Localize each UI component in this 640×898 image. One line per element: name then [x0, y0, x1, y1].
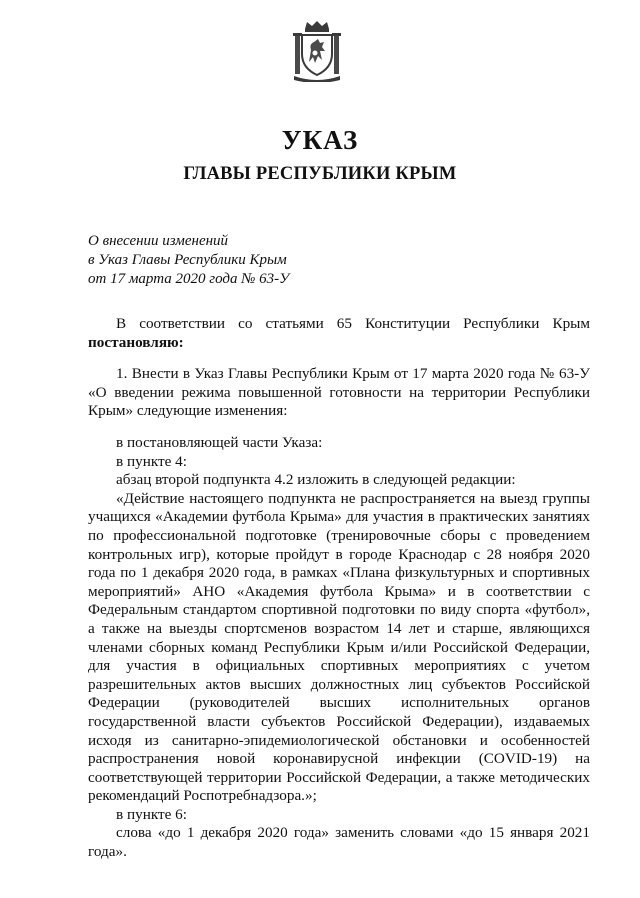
clause-4-instruction: абзац второй подпункта 4.2 изложить в следующей редакции: — [116, 471, 516, 489]
subject-line: О внесении изменений — [88, 233, 229, 249]
preamble — [88, 315, 590, 352]
clause-6-heading: в пункте 6: — [116, 805, 187, 823]
new-wording-quote: «Действие настоящего подпункта не распространяется на выезд группы учащихся «Академии футбола Крыма» для участия в практических занятиях по профессиональной подготовке (тренировочные сборы с проведением контрольных игр), которые пройдут в городе Краснодар с 28 ноября 2020 года по 1 декабря 2020 года, в рамках «Плана физкультурных и спортивных мероприятий» АНО «Академия футбола Крыма» и в соответствии с Федеральным стандартом спортивной подготовки по виду спорта «футбол», а также на выезды спортсменов возрастом 14 лет и старше, являющихся членами сборных команд Республики Крым и/или Российской Федерации, для участия в официальных спортивных мероприятиях с учетом разрешительных актов высших должностных лиц субъектов Российской Федерации (руководителей высших исполнительных органов государственной власти субъектов Российской Федерации), издаваемых исходя из санитарно-эпидемиологической обстановки и особенностей распространения новой коронавирусной инфекции (COVID-19) на соответствующей территории Российской Федерации, а также методических рекомендаций Роспотребнадзора.»; — [88, 489, 590, 805]
document-subject — [88, 232, 289, 289]
item-1-text: 1. Внести в Указ Главы Республики Крым от 17 марта 2020 года № 63-У «О введении режима повышенной готовности на территории Республики Крым» следующие изменения: — [88, 365, 590, 420]
clause-6-replacement: слова «до 1 декабря 2020 года» заменить словами «до 15 января 2021 года». — [88, 824, 590, 861]
coat-of-arms-of-crimea-icon — [291, 20, 343, 82]
changes-section — [88, 434, 590, 862]
changes-part: в постановляющей части Указа: — [116, 434, 323, 451]
preamble-text: В соответствии со статьями 65 Конституции Республики Крым — [116, 315, 590, 332]
subject-line: в Указ Главы Республики Крым — [88, 252, 287, 268]
item-1 — [88, 365, 590, 421]
clause-4-heading: в пункте 4: — [116, 452, 187, 470]
document-title: УКАЗ — [281, 125, 359, 155]
document-subtitle: ГЛАВЫ РЕСПУБЛИКИ КРЫМ — [183, 164, 457, 184]
preamble-verb: постановляю: — [88, 333, 184, 351]
subject-line: от 17 марта 2020 года № 63-У — [88, 271, 290, 287]
